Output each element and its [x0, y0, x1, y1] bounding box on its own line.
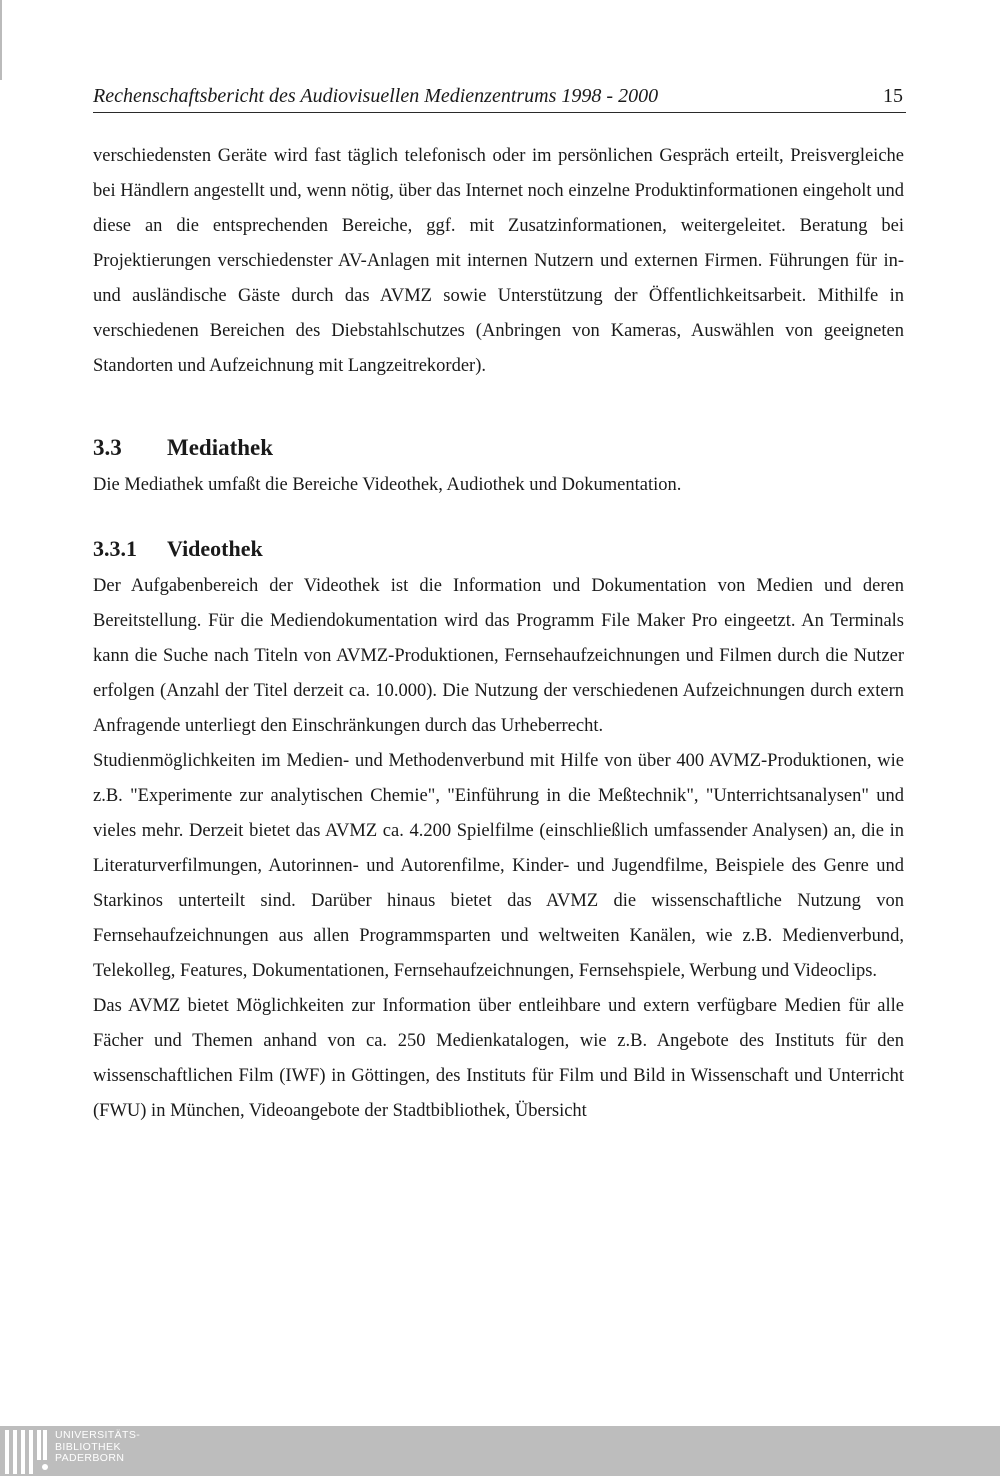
mediathek-paragraph: Die Mediathek umfaßt die Bereiche Videothek, Audiothek und Dokumentation. — [93, 475, 682, 495]
videothek-paragraph-3: Das AVMZ bietet Möglichkeiten zur Information über entleihbare und extern verfügbare Medien für alle Fächer und Themen anhand von ca. 250 Medienkatalogen, wie z.B. Angebote des Instituts für den wissenschaftlichen Film (IWF) in Göttingen, des Instituts für Film und Bild in Wissenschaft und Unterricht (FWU) in München, Videoangebote der Stadtbibliothek, Übersicht — [93, 996, 904, 1121]
section-number: 3.3 — [93, 435, 122, 460]
page-number: 15 — [883, 85, 903, 107]
library-name-line: UNIVERSITÄTS- — [55, 1429, 141, 1441]
page-content — [93, 139, 904, 1129]
library-name — [55, 1430, 140, 1465]
library-logo-bars-icon — [3, 1430, 49, 1474]
subsection-heading-videothek — [93, 529, 904, 569]
subsection-number: 3.3.1 — [93, 536, 137, 561]
library-name-line: BIBLIOTHEK — [55, 1440, 121, 1453]
footer-bar — [0, 1426, 1000, 1476]
section-heading-mediathek — [93, 428, 904, 468]
videothek-paragraph-1: Der Aufgabenbereich der Videothek ist die Information und Dokumentation von Medien und deren Bereitstellung. Für die Mediendokumentation wird das Programm File Maker Pro eingeetzt. An Terminals kann die Suche nach Titeln von AVMZ-Produktionen, Fernsehaufzeichnungen und Filmen durch die Nutzer erfolgen (Anzahl der Titel derzeit ca. 10.000). Die Nutzung der verschiedenen Aufzeichnungen durch extern Anfragende unterliegt den Einschränkungen durch das Urheberrecht. — [93, 576, 904, 736]
running-header — [93, 82, 906, 113]
library-logo — [3, 1430, 140, 1472]
scan-edge — [0, 0, 2, 80]
library-name-line: PADERBORN — [55, 1452, 125, 1464]
intro-paragraph: verschiedensten Geräte wird fast täglich telefonisch oder im persönlichen Gespräch erteilt, Preisvergleiche bei Händlern angestellt und, wenn nötig, über das Internet noch einzelne Produktinformationen eingeholt und diese an die entsprechenden Bereiche, ggf. mit Zusatzinformationen, weitergeleitet. Beratung bei Projektierungen verschiedenster AV-Anlagen mit internen Nutzern und externen Firmen. Führungen für in- und ausländische Gäste durch das AVMZ sowie Unterstützung der Öffentlichkeitsarbeit. Mithilfe in verschiedenen Bereichen des Diebstahlschutzes (Anbringen von Kameras, Auswählen von geeigneten Standorten und Aufzeichnung mit Langzeitrekorder). — [93, 146, 904, 376]
running-title: Rechenschaftsbericht des Audiovisuellen Medienzentrums 1998 - 2000 — [93, 85, 659, 107]
videothek-paragraph-2: Studienmöglichkeiten im Medien- und Methodenverbund mit Hilfe von über 400 AVMZ-Produktionen, wie z.B. "Experimente zur analytischen Chemie", "Einführung in die Meßtechnik", "Unterrichtsanalysen" und vieles mehr. Derzeit bietet das AVMZ ca. 4.200 Spielfilme (einschließlich umfassender Analysen) an, die in Literaturverfilmungen, Autorinnen- und Autorenfilme, Kinder- und Jugendfilme, Beispiele des Genre und Starkinos unterteilt sind. Darüber hinaus bietet das AVMZ die wissenschaftliche Nutzung von Fernsehaufzeichnungen aus allen Programmsparten und weltweiten Kanälen, wie z.B. Medienverbund, Telekolleg, Features, Dokumentationen, Fernsehaufzeichnungen, Fernsehspiele, Werbung und Videoclips. — [93, 751, 904, 981]
section-title: Mediathek — [167, 435, 274, 460]
subsection-title: Videothek — [167, 536, 263, 561]
